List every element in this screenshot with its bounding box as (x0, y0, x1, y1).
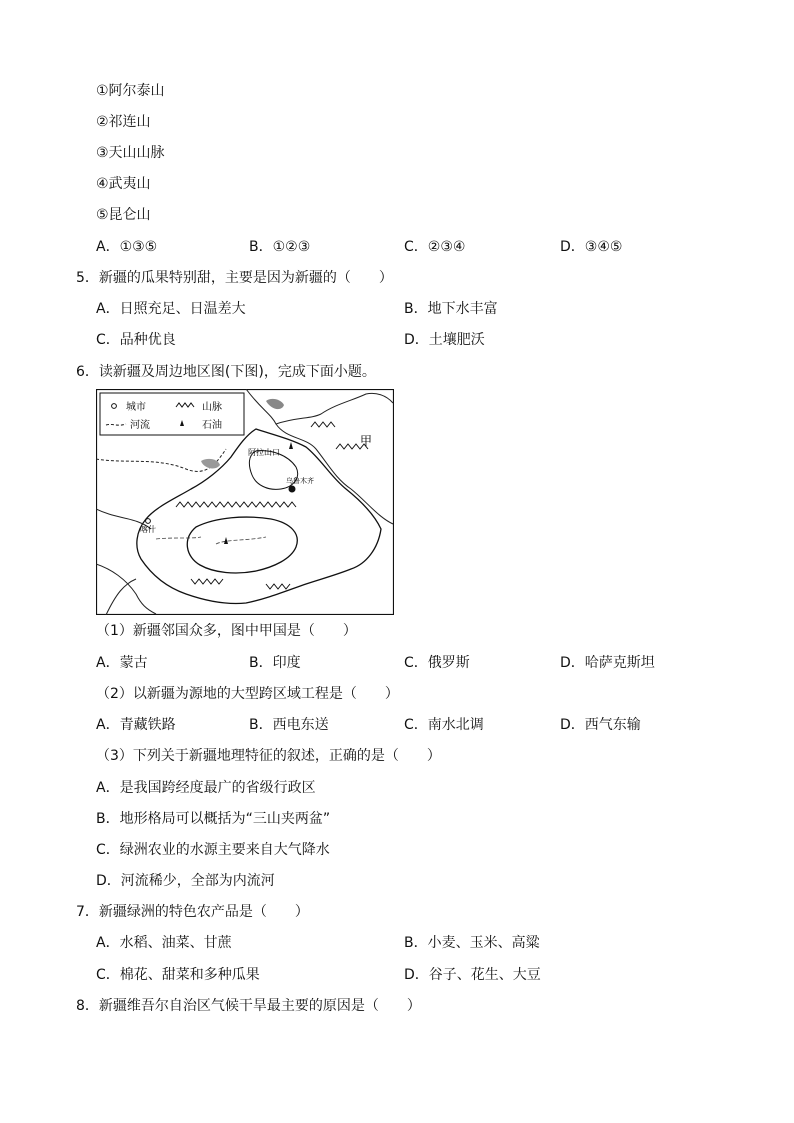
list-item-wuyi: ④武夷山 (96, 176, 151, 192)
label-urumqi: 乌鲁木齐 (286, 477, 314, 485)
city-icon-kashgar (146, 519, 151, 524)
q5-option-c: C．品种优良 (96, 332, 176, 348)
q8-stem: 8．新疆维吾尔自治区气候干旱最主要的原因是（ ） (76, 998, 421, 1014)
q5-option-d: D．土壤肥沃 (404, 332, 485, 348)
q6-sub2-stem: （2）以新疆为源地的大型跨区域工程是（ ） (96, 686, 399, 702)
legend-mountain-label: 山脉 (202, 402, 222, 413)
q7-option-b: B．小麦、玉米、高粱 (404, 935, 540, 951)
q6-sub3-option-b: B．地形格局可以概括为“三山夹两盆” (96, 811, 331, 827)
q6-sub3-option-c: C．绿洲农业的水源主要来自大气降水 (96, 842, 330, 858)
list-item-qilian: ②祁连山 (96, 114, 151, 130)
list-item-kunlun: ⑤昆仑山 (96, 207, 151, 223)
q6-sub2-option-a: A．青藏铁路 (96, 717, 176, 733)
q6-sub1-option-c: C．俄罗斯 (404, 655, 470, 671)
q5-stem: 5．新疆的瓜果特别甜，主要是因为新疆的（ ） (76, 270, 393, 286)
legend-river-label: 河流 (130, 420, 150, 431)
q6-sub3-option-d: D．河流稀少，全部为内流河 (96, 873, 275, 889)
q6-sub2-option-b: B．西电东送 (249, 717, 329, 733)
label-kashgar: 喀什 (140, 525, 156, 534)
q6-stem: 6．读新疆及周边地区图(下图)，完成下面小题。 (76, 364, 376, 380)
legend-oil-label: 石油 (202, 420, 222, 431)
xinjiang-map (96, 389, 394, 615)
q6-sub3-stem: （3）下列关于新疆地理特征的叙述，正确的是（ ） (96, 748, 441, 764)
q6-sub1-option-b: B．印度 (249, 655, 301, 671)
label-alashankou: 阿拉山口 (248, 448, 280, 457)
q7-option-c: C．棉花、甜菜和多种瓜果 (96, 967, 260, 983)
list-item-tianshan: ③天山山脉 (96, 145, 165, 161)
q6-sub1-option-a: A．蒙古 (96, 655, 148, 671)
list-item-altai: ①阿尔泰山 (96, 83, 165, 99)
q7-option-d: D．谷子、花生、大豆 (404, 967, 541, 983)
q6-sub2-option-d: D．西气东输 (560, 717, 641, 733)
legend-city-label: 城市 (126, 402, 146, 413)
q7-stem: 7．新疆绿洲的特色农产品是（ ） (76, 904, 309, 920)
q6-sub1-stem: （1）新疆邻国众多，图中甲国是（ ） (96, 623, 357, 639)
q4-option-c: C．②③④ (404, 239, 466, 255)
label-jia: 甲 (360, 434, 373, 448)
q4-option-b: B．①②③ (249, 239, 311, 255)
q6-sub1-option-d: D．哈萨克斯坦 (560, 655, 655, 671)
city-icon-urumqi (289, 486, 296, 493)
q5-option-a: A．日照充足、日温差大 (96, 301, 246, 317)
q5-option-b: B．地下水丰富 (404, 301, 498, 317)
q6-sub3-option-a: A．是我国跨经度最广的省级行政区 (96, 780, 316, 796)
q7-option-a: A．水稻、油菜、甘蔗 (96, 935, 232, 951)
q4-option-d: D．③④⑤ (560, 239, 623, 255)
q6-sub2-option-c: C．南水北调 (404, 717, 484, 733)
q4-option-a: A．①③⑤ (96, 239, 158, 255)
